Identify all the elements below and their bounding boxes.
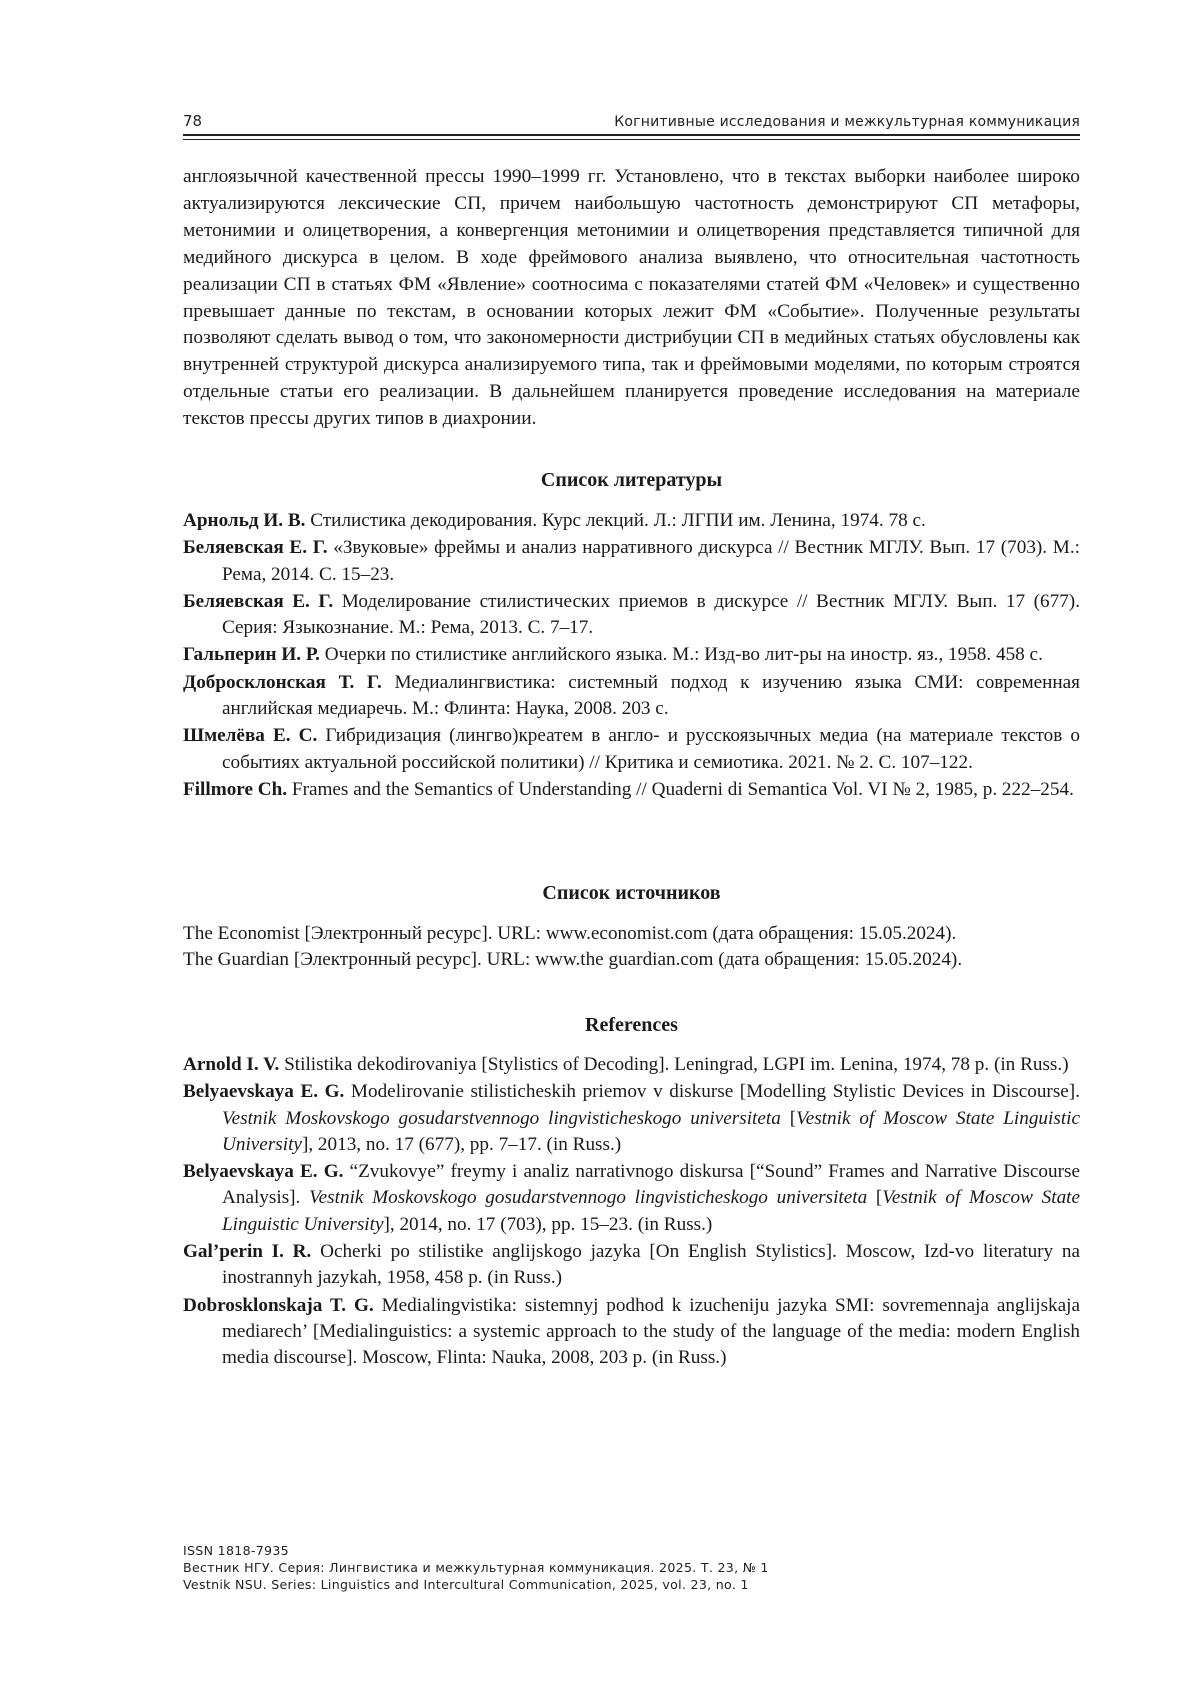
literature-item: [183, 508, 1080, 534]
references-list: [183, 1052, 1080, 1373]
literature-list: [183, 508, 1080, 804]
reference-text: “Zvukovye” freymy i analiz narrativnogo diskursa [“Sound” Frames and Narrative Discourse Analysis].: [222, 1161, 1080, 1209]
reference-item: [183, 1293, 1080, 1372]
reference-text: ], 2014, no. 17 (703), pp. 15–23. (in Russ.): [383, 1213, 713, 1235]
header-rule-thin: [183, 139, 1080, 140]
literature-author: Беляевская Е. Г.: [183, 590, 334, 612]
source-item: The Economist [Электронный ресурс]. URL: www.economist.com (дата обращения: 15.05.2024).: [183, 923, 957, 944]
literature-item: [183, 589, 1080, 642]
literature-item: [183, 535, 1080, 588]
literature-text: Гибридизация (лингво)креатем в англо- и русскоязычных медиа (на материале текстов о событиях актуальной российской политики) // Критика и семиотика. 2021. № 2. С. 107–122.: [222, 725, 1080, 773]
literature-author: Fillmore Ch.: [183, 778, 288, 800]
literature-author: Добросклонская Т. Г.: [183, 671, 382, 693]
literature-item: [183, 670, 1080, 723]
reference-text: [: [780, 1107, 797, 1129]
page-number: 78: [183, 112, 203, 130]
literature-author: Гальперин И. Р.: [183, 644, 320, 666]
footer-journal-en: Vestnik NSU. Series: Linguistics and Intercultural Communication, 2025, vol. 23, no. 1: [183, 1577, 749, 1592]
reference-text: Ocherki po stilistike anglijskogo jazyka [On English Stylistics]. Moscow, Izd-vo literatury na inostrannyh jazykah, 1958, 458 p. (in Russ.): [222, 1241, 1080, 1289]
literature-item: [183, 777, 1080, 803]
reference-item: [183, 1159, 1080, 1238]
reference-author: Belyaevskaya E. G.: [183, 1081, 345, 1103]
literature-text: Моделирование стилистических приемов в дискурсе // Вестник МГЛУ. Вып. 17 (677). Серия: Языкознание. М.: Рема, 2013. С. 7–17.: [222, 590, 1080, 639]
header-rule-thick: [183, 134, 1080, 136]
running-head: [183, 112, 1080, 134]
reference-journal-translation: Vestnik of Moscow State Linguistic University: [222, 1107, 1080, 1155]
reference-text: Modelirovanie stilisticheskih priemov v diskurse [Modelling Stylistic Devices in Discourse].: [344, 1081, 1080, 1103]
reference-author: Dobrosklonskaja T. G.: [183, 1294, 374, 1316]
reference-text: [: [867, 1187, 883, 1209]
reference-journal-title: Vestnik Moskovskogo gosudarstvennogo lingvisticheskogo universiteta: [222, 1107, 781, 1129]
reference-text: Stilistika dekodirovaniya [Stylistics of Decoding]. Leningrad, LGPI im. Lenina, 1974, 78 p. (in Russ.): [279, 1054, 1069, 1075]
literature-heading: Список литературы: [540, 469, 723, 491]
page-footer: [183, 1542, 769, 1593]
literature-item: [183, 642, 1080, 668]
literature-text: Стилистика декодирования. Курс лекций. Л.: ЛГПИ им. Ленина, 1974. 78 с.: [305, 510, 926, 531]
sources-list: [183, 921, 1080, 974]
reference-item: [183, 1052, 1080, 1078]
sources-heading: Список источников: [542, 882, 721, 904]
reference-author: Belyaevskaya E. G.: [183, 1161, 344, 1183]
literature-text: Медиалингвистика: системный подход к изучению языка СМИ: современная английская медиаречь. М.: Флинта: Наука, 2008. 203 с.: [222, 671, 1081, 720]
references-heading: References: [585, 1014, 678, 1036]
reference-author: Arnold I. V.: [183, 1054, 280, 1075]
footer-journal-ru: Вестник НГУ. Серия: Лингвистика и межкультурная коммуникация. 2025. Т. 23, № 1: [183, 1560, 769, 1575]
reference-author: Gal’perin I. R.: [183, 1241, 312, 1263]
reference-item: [183, 1239, 1080, 1292]
journal-section-title: Когнитивные исследования и межкультурная коммуникация: [614, 114, 1080, 130]
literature-author: Шмелёва Е. С.: [183, 725, 318, 747]
literature-text: Очерки по стилистике английского языка. М.: Изд-во лит-ры на иностр. яз., 1958. 458 с.: [319, 644, 1043, 666]
reference-text: ], 2013, no. 17 (677), pp. 7–17. (in Russ.): [301, 1133, 622, 1155]
literature-text: Frames and the Semantics of Understanding // Quaderni di Semantica Vol. VI № 2, 1985, p. 222–254.: [287, 778, 1074, 800]
literature-author: Арнольд И. В.: [183, 510, 306, 531]
reference-text: Medialingvistika: sistemnyj podhod k izucheniju jazyka SMI: sovremennaja anglijskaja mediarech’ [Medialinguistics: a systemic approach to the study of the language of the media: modern English media discourse]. Moscow, Flinta: Nauka, 2008, 203 p. (in Russ.): [222, 1294, 1080, 1369]
conclusion-paragraph: англоязычной качественной прессы 1990–1999 гг. Установлено, что в текстах выборки наиболее широко актуализируются лексические СП, причем наибольшую частотность демонстрируют СП метафоры, метонимии и олицетворения, а конвергенция метонимии и олицетворения представляется типичной для медийного дискурса в целом. В ходе фреймового анализа выявлено, что относительная частотность реализации СП в статьях ФМ «Явление» соотносима с показателями статей ФМ «Человек» и существенно превышает данные по текстам, в основании которых лежит ФМ «Событие». Полученные результаты позволяют сделать вывод о том, что закономерности дистрибуции СП в медийных статьях обусловлены как внутренней структурой дискурса анализируемого типа, так и фреймовыми моделями, по которым строятся отдельные статьи его реализации. В дальнейшем планируется проведение исследования на материале текстов прессы других типов в диахронии.: [183, 166, 1080, 430]
journal-page: [183, 0, 1080, 1697]
footer-issn: ISSN 1818-7935: [183, 1543, 289, 1558]
literature-author: Беляевская Е. Г.: [183, 537, 328, 559]
literature-text: «Звуковые» фреймы и анализ нарративного дискурса // Вестник МГЛУ. Вып. 17 (703). М.: Рема, 2014. С. 15–23.: [222, 537, 1080, 585]
source-item: The Guardian [Электронный ресурс]. URL: www.the guardian.com (дата обращения: 15.05.2024).: [183, 949, 963, 971]
literature-item: [183, 723, 1080, 776]
reference-journal-translation: Vestnik of Moscow State Linguistic University: [222, 1187, 1081, 1235]
reference-item: [183, 1079, 1080, 1158]
reference-journal-title: Vestnik Moskovskogo gosudarstvennogo lingvisticheskogo universiteta: [309, 1187, 868, 1209]
